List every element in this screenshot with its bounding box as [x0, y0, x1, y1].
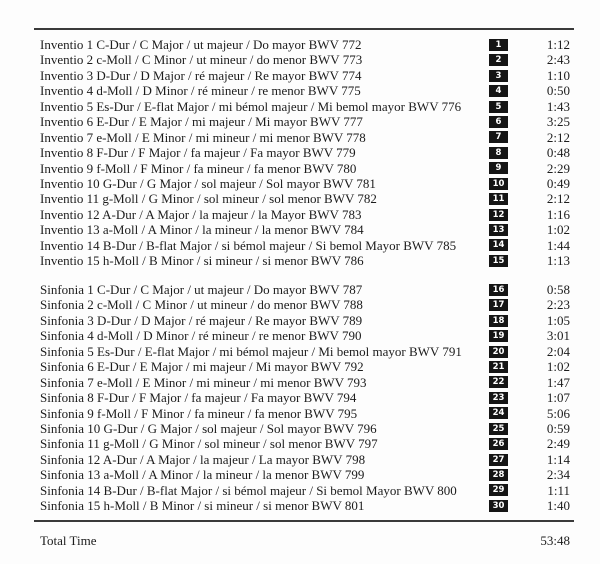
- track-title: Sinfonia 9 f-Moll / F Minor / fa mineur / fa menor BWV 795: [40, 405, 358, 421]
- track-duration: 1:47: [546, 374, 570, 390]
- track-duration: 0:49: [546, 175, 570, 191]
- track-number-badge: 13: [489, 224, 508, 236]
- track-row: [40, 191, 572, 206]
- track-number-badge: 19: [489, 330, 508, 342]
- track-duration: 1:16: [546, 206, 570, 222]
- track-number-badge: 15: [489, 255, 508, 267]
- track-number-badge: 28: [489, 469, 508, 481]
- track-number-badge: 11: [489, 193, 508, 205]
- track-duration: 5:06: [546, 405, 570, 421]
- track-title: Inventio 1 C-Dur / C Major / ut majeur / Do mayor BWV 772: [40, 37, 362, 52]
- track-title: Sinfonia 3 D-Dur / D Major / ré majeur / Re mayor BWV 789: [40, 312, 363, 328]
- track-title: Sinfonia 10 G-Dur / G Major / sol majeur / Sol mayor BWV 796: [40, 420, 377, 436]
- track-duration: 2:34: [546, 467, 570, 483]
- track-number-badge: 10: [489, 178, 508, 190]
- total-time-label: Total Time: [40, 533, 97, 548]
- track-row: [40, 328, 572, 343]
- track-title: Inventio 5 Es-Dur / E-flat Major / mi bémol majeur / Mi bemol mayor BWV 776: [40, 98, 462, 114]
- track-title: Inventio 2 c-Moll / C Minor / ut mineur / do menor BWV 773: [40, 52, 363, 68]
- track-number-badge: 14: [489, 239, 508, 251]
- track-row: [40, 467, 572, 482]
- track-number-badge: 20: [489, 346, 508, 358]
- track-number-badge: 12: [489, 209, 508, 221]
- track-number-badge: 16: [489, 284, 508, 296]
- track-duration: 1:10: [546, 67, 570, 83]
- track-duration: 1:43: [546, 98, 570, 114]
- track-duration: 1:07: [546, 390, 570, 406]
- track-number-badge: 27: [489, 454, 508, 466]
- track-row: [40, 483, 572, 498]
- bottom-divider: [34, 520, 574, 522]
- track-title: Sinfonia 13 a-Moll / A Minor / la mineur / la menor BWV 799: [40, 467, 365, 483]
- track-title: Sinfonia 7 e-Moll / E Minor / mi mineur / mi menor BWV 793: [40, 374, 367, 390]
- track-row: [40, 161, 572, 176]
- track-duration: 0:50: [546, 83, 570, 99]
- track-number-badge: 5: [489, 101, 508, 113]
- track-row: [40, 83, 572, 98]
- track-number-badge: 2: [489, 54, 508, 66]
- track-row: [40, 390, 572, 405]
- track-title: Inventio 4 d-Moll / D Minor / ré mineur / re menor BWV 775: [40, 83, 361, 99]
- track-title: Inventio 12 A-Dur / A Major / la majeur / la Mayor BWV 783: [40, 206, 362, 222]
- track-title: Inventio 6 E-Dur / E Major / mi majeur / Mi mayor BWV 777: [40, 114, 363, 130]
- track-row: [40, 297, 572, 312]
- track-number-badge: 6: [489, 116, 508, 128]
- track-title: Sinfonia 12 A-Dur / A Major / la majeur / La mayor BWV 798: [40, 451, 366, 467]
- track-title: Sinfonia 4 d-Moll / D Minor / ré mineur / re menor BWV 790: [40, 328, 362, 344]
- track-number-badge: 7: [489, 131, 508, 143]
- track-number-badge: 29: [489, 484, 508, 496]
- track-number-badge: 17: [489, 299, 508, 311]
- top-divider: [34, 28, 574, 30]
- track-duration: 2:23: [546, 297, 570, 313]
- track-number-badge: 18: [489, 315, 508, 327]
- track-row: [40, 145, 572, 160]
- track-title: Sinfonia 6 E-Dur / E Major / mi majeur / Mi mayor BWV 792: [40, 359, 364, 375]
- track-title: Sinfonia 2 c-Moll / C Minor / ut mineur / do menor BWV 788: [40, 297, 363, 313]
- track-row: [40, 452, 572, 467]
- track-row: [40, 37, 572, 52]
- track-duration: 0:58: [546, 282, 570, 297]
- track-duration: 1:02: [546, 359, 570, 375]
- track-title: Inventio 3 D-Dur / D Major / ré majeur / Re mayor BWV 774: [40, 67, 362, 83]
- track-number-badge: 22: [489, 376, 508, 388]
- track-row: [40, 282, 572, 297]
- track-row: [40, 498, 572, 513]
- track-row: [40, 344, 572, 359]
- track-number-badge: 26: [489, 438, 508, 450]
- track-row: [40, 207, 572, 222]
- track-row: [40, 359, 572, 374]
- track-duration: 2:12: [546, 129, 570, 145]
- track-row: [40, 52, 572, 67]
- track-title: Inventio 9 f-Moll / F Minor / fa mineur / fa menor BWV 780: [40, 160, 357, 176]
- track-row: [40, 313, 572, 328]
- inventions-list: [40, 37, 572, 269]
- track-duration: 1:05: [546, 312, 570, 328]
- track-duration: 1:11: [547, 482, 570, 498]
- track-duration: 2:12: [546, 191, 570, 207]
- track-duration: 1:14: [546, 451, 570, 467]
- track-duration: 1:40: [546, 498, 570, 514]
- track-title: Sinfonia 8 F-Dur / F Major / fa majeur / Fa mayor BWV 794: [40, 390, 357, 406]
- track-number-badge: 1: [489, 39, 508, 51]
- track-row: [40, 406, 572, 421]
- track-duration: 2:04: [546, 343, 570, 359]
- track-title: Sinfonia 14 B-Dur / B-flat Major / si bémol majeur / Si bemol Mayor BWV 800: [40, 482, 457, 498]
- track-title: Sinfonia 11 g-Moll / G Minor / sol mineur / sol menor BWV 797: [40, 436, 378, 452]
- track-title: Inventio 7 e-Moll / E Minor / mi mineur / mi menor BWV 778: [40, 129, 366, 145]
- track-duration: 0:59: [546, 420, 570, 436]
- track-row: [40, 375, 572, 390]
- track-row: [40, 222, 572, 237]
- track-duration: 1:13: [546, 253, 570, 269]
- track-number-badge: 4: [489, 85, 508, 97]
- track-number-badge: 8: [489, 147, 508, 159]
- track-duration: 3:01: [546, 328, 570, 344]
- track-duration: 2:49: [546, 436, 570, 452]
- track-duration: 1:02: [546, 222, 570, 238]
- track-duration: 3:25: [546, 114, 570, 130]
- track-title: Inventio 8 F-Dur / F Major / fa majeur / Fa mayor BWV 779: [40, 145, 356, 161]
- track-title: Inventio 11 g-Moll / G Minor / sol mineur / sol menor BWV 782: [40, 191, 377, 207]
- track-row: [40, 130, 572, 145]
- track-title: Sinfonia 1 C-Dur / C Major / ut majeur / Do mayor BWV 787: [40, 282, 363, 297]
- total-time-value: 53:48: [540, 533, 570, 548]
- track-number-badge: 30: [489, 500, 508, 512]
- track-duration: 1:12: [546, 37, 570, 52]
- track-row: [40, 238, 572, 253]
- track-title: Sinfonia 5 Es-Dur / E-flat Major / mi bémol majeur / Mi bemol mayor BWV 791: [40, 343, 462, 359]
- sinfonias-list: [40, 282, 572, 514]
- track-duration: 0:48: [546, 145, 570, 161]
- track-title: Sinfonia 15 h-Moll / B Minor / si mineur / si menor BWV 801: [40, 498, 365, 514]
- track-number-badge: 25: [489, 423, 508, 435]
- track-number-badge: 23: [489, 392, 508, 404]
- track-row: [40, 114, 572, 129]
- track-row: [40, 436, 572, 451]
- track-title: Inventio 10 G-Dur / G Major / sol majeur / Sol mayor BWV 781: [40, 175, 376, 191]
- track-title: Inventio 15 h-Moll / B Minor / si mineur / si menor BWV 786: [40, 253, 364, 269]
- track-title: Inventio 14 B-Dur / B-flat Major / si bémol majeur / Si bemol Mayor BWV 785: [40, 237, 457, 253]
- track-row: [40, 99, 572, 114]
- track-number-badge: 3: [489, 70, 508, 82]
- track-number-badge: 21: [489, 361, 508, 373]
- total-time-row: [40, 532, 572, 550]
- track-duration: 1:44: [546, 237, 570, 253]
- track-row: [40, 68, 572, 83]
- track-row: [40, 421, 572, 436]
- track-title: Inventio 13 a-Moll / A Minor / la mineur / la menor BWV 784: [40, 222, 364, 238]
- track-row: [40, 253, 572, 268]
- track-number-badge: 9: [489, 162, 508, 174]
- track-row: [40, 176, 572, 191]
- track-duration: 2:43: [546, 52, 570, 68]
- track-duration: 2:29: [546, 160, 570, 176]
- track-number-badge: 24: [489, 407, 508, 419]
